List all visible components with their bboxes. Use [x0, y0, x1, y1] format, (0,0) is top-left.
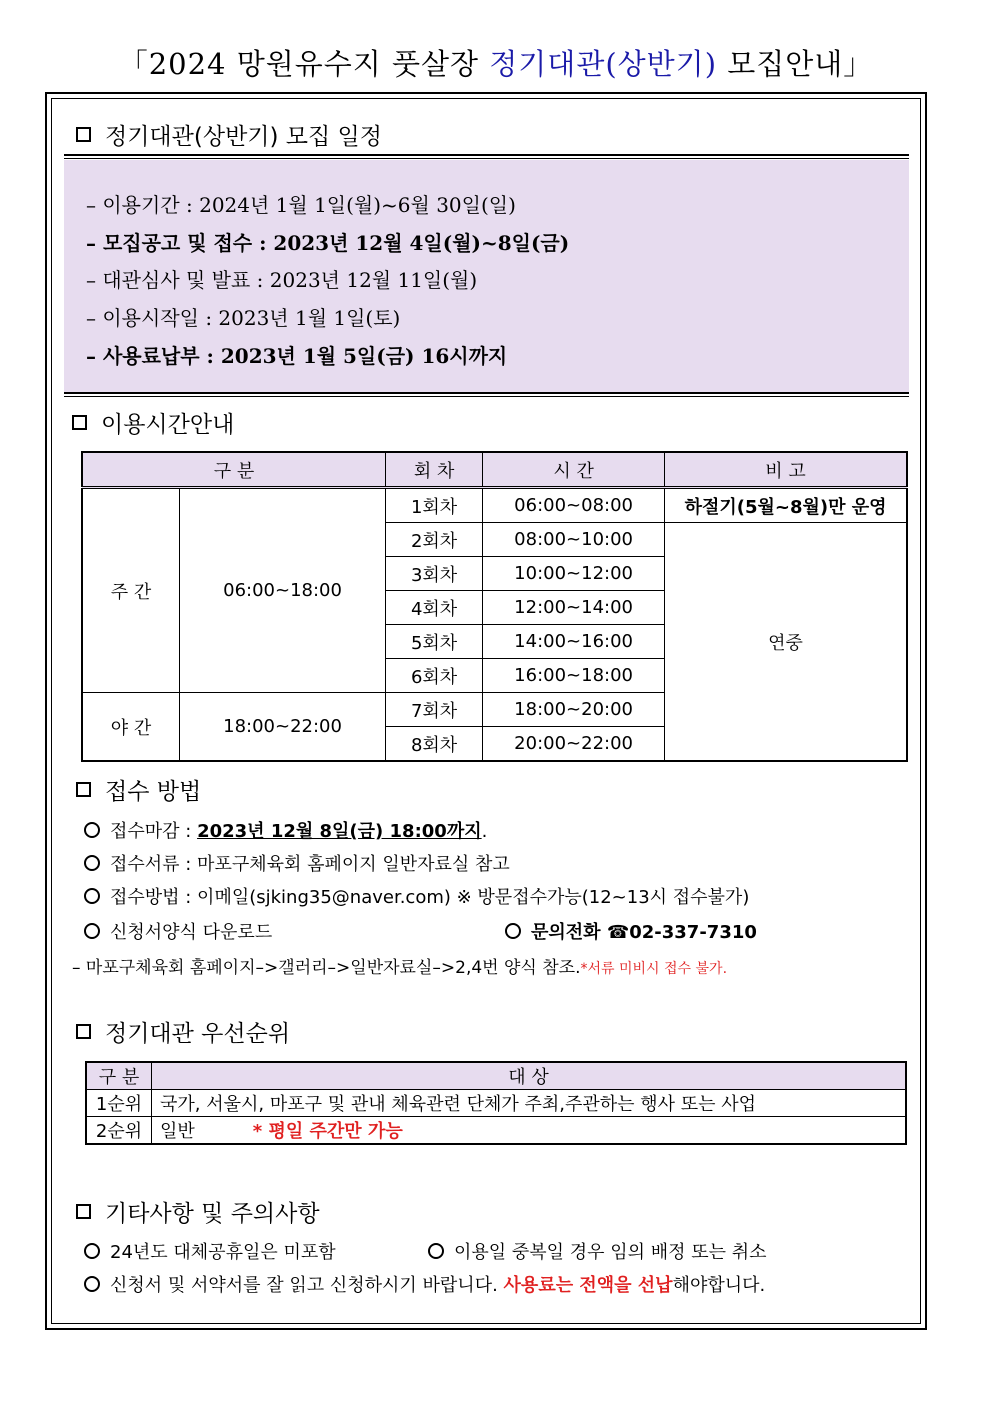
- page-title: 「2024 망원유수지 풋살장 정기대관(상반기) 모집안내」: [118, 47, 874, 81]
- deadline-line: 접수마감 : 2023년 12월 8일(금) 18:00까지.: [84, 817, 487, 843]
- table-row: 4회차 12:00~14:00: [82, 591, 907, 625]
- table-row: 2순위 일반 * 평일 주간만 가능: [86, 1117, 906, 1145]
- note-item: 신청서 및 서약서를 잘 읽고 신청하시기 바랍니다. 사용료는 전액을 선납해야합니다.: [84, 1271, 765, 1297]
- table-row: 5회차 14:00~16:00: [82, 625, 907, 659]
- circle-bullet-icon: [84, 822, 100, 838]
- night-range: 18:00~22:00: [180, 693, 386, 762]
- contact-phone: 문의전화 ☎02-337-7310: [531, 922, 757, 943]
- schedule-line: – 이용시작일 : 2023년 1월 1일(토): [86, 306, 401, 330]
- weekday-only-note: * 평일 주간만 가능: [252, 1121, 403, 1142]
- circle-bullet-icon: [84, 923, 100, 939]
- divider: [64, 154, 909, 159]
- circle-bullet-icon: [84, 855, 100, 871]
- title-highlight: 정기대관(상반기): [489, 47, 718, 81]
- priority-table: [85, 1061, 907, 1145]
- table-row: 1순위 국가, 서울시, 마포구 및 관내 체육관련 단체가 주최,주관하는 행사 또는 사업: [86, 1090, 906, 1117]
- table-row: 2회차 08:00~10:00 연중: [82, 523, 907, 557]
- note-item: 이용일 중복일 경우 임의 배정 또는 취소: [428, 1238, 767, 1264]
- path-line: – 마포구체육회 홈페이지–>갤러리–>일반자료실–>2,4번 양식 참조.*서류 미비시 접수 불가.: [72, 958, 728, 978]
- checkbox-square-icon: [76, 782, 91, 797]
- table-header-row: 구 분 대 상: [86, 1062, 906, 1090]
- method-line: 접수방법 : 이메일(sjking35@naver.com) ※ 방문접수가능(12~13시 접수불가): [84, 883, 749, 909]
- circle-bullet-icon: [84, 1243, 100, 1259]
- section-application-heading: 접수 방법: [76, 773, 201, 806]
- section-notes-heading: 기타사항 및 주의사항: [76, 1195, 320, 1228]
- night-label: 야 간: [82, 693, 180, 762]
- schedule-line: – 대관심사 및 발표 : 2023년 12월 11일(월): [86, 268, 478, 292]
- table-row: 3회차 10:00~12:00: [82, 557, 907, 591]
- schedule-line: – 이용기간 : 2024년 1월 1일(월)~6월 30일(일): [86, 193, 516, 217]
- note-item: 24년도 대체공휴일은 미포함: [84, 1238, 336, 1264]
- section-priority-heading: 정기대관 우선순위: [76, 1015, 290, 1048]
- all-year-note: 연중: [665, 523, 907, 762]
- schedule-box: [64, 160, 909, 393]
- day-range: 06:00~18:00: [180, 488, 386, 693]
- hours-table: [81, 451, 908, 762]
- divider: [64, 392, 909, 397]
- checkbox-square-icon: [76, 1204, 91, 1219]
- checkbox-square-icon: [76, 127, 91, 142]
- section-hours-heading: 이용시간안내: [72, 406, 234, 439]
- schedule-line: – 사용료납부 : 2023년 1월 5일(금) 16시까지: [86, 344, 508, 368]
- checkbox-square-icon: [72, 415, 87, 430]
- deadline-value: 2023년 12월 8일(금) 18:00까지: [197, 821, 482, 842]
- docs-line: 접수서류 : 마포구체육회 홈페이지 일반자료실 참고: [84, 850, 510, 876]
- schedule-line: – 모집공고 및 접수 : 2023년 12월 4일(월)~8일(금): [86, 231, 570, 255]
- prepay-warning: 사용료는 전액을 선납: [503, 1275, 673, 1296]
- table-row: 6회차 16:00~18:00: [82, 659, 907, 693]
- table-header-row: 구 분 회 차 시 간 비 고: [82, 452, 907, 488]
- table-row: 주 간 06:00~18:00 1회차 06:00~08:00 하절기(5월~8월)만 운영: [82, 488, 907, 523]
- circle-bullet-icon: [84, 888, 100, 904]
- table-row: 야 간 18:00~22:00 7회차 18:00~20:00: [82, 693, 907, 727]
- checkbox-square-icon: [76, 1024, 91, 1039]
- day-label: 주 간: [82, 488, 180, 693]
- summer-note: 하절기(5월~8월)만 운영: [665, 488, 907, 523]
- contact-line: [505, 918, 757, 944]
- path-warning: *서류 미비시 접수 불가.: [580, 961, 728, 977]
- circle-bullet-icon: [505, 923, 521, 939]
- table-row: 8회차 20:00~22:00: [82, 727, 907, 762]
- circle-bullet-icon: [84, 1276, 100, 1292]
- circle-bullet-icon: [428, 1243, 444, 1259]
- section-schedule-heading: 정기대관(상반기) 모집 일정: [76, 118, 382, 151]
- download-line: 신청서양식 다운로드: [84, 918, 272, 944]
